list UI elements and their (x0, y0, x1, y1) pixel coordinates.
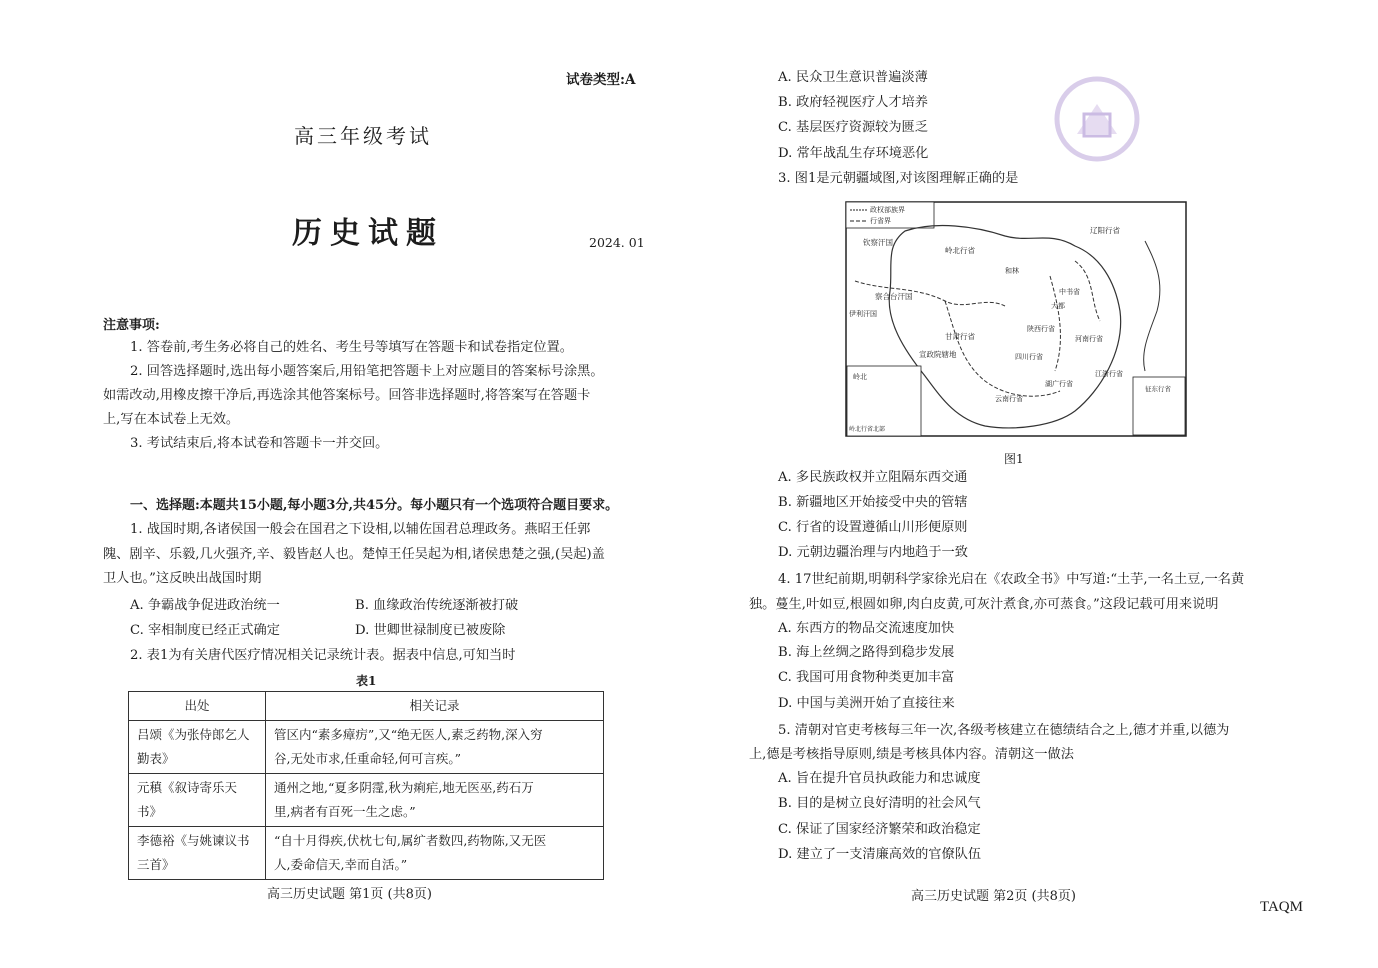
map-legend-border: 政权部族界 (870, 206, 905, 214)
notice-2-cont: 如需改动,用橡皮擦干净后,再选涂其他答案标号。回答非选择题时,将答案写在答题卡 (103, 388, 591, 403)
page-footer: 高三历史试题 第2页 (共8页) (911, 889, 1076, 904)
q1-line-1: 1. 战国时期,各诸侯国一般会在国君之下设相,以辅佐国君总理政务。燕昭王任郭 (130, 522, 591, 537)
exam-date: 2024. 01 (589, 235, 645, 250)
q1-line-3: 卫人也。”这反映出战国时期 (103, 571, 262, 586)
map-label: 征东行省 (1145, 385, 1171, 393)
notice-3: 3. 考试结束后,将本试卷和答题卡一并交回。 (130, 436, 389, 451)
page-footer: 高三历史试题 第1页 (共8页) (267, 887, 432, 902)
map-label: 钦察汗国 (863, 238, 893, 247)
map-label: 岭北行省 (945, 246, 975, 255)
q1-option-d[interactable]: D. 世卿世禄制度已被废除 (355, 623, 506, 638)
notice-1: 1. 答卷前,考生务必将自己的姓名、考生号等填写在答题卡和试卷指定位置。 (130, 340, 573, 355)
section-heading: 一、选择题:本题共15小题,每小题3分,共45分。每小题只有一个选项符合题目要求。 (130, 498, 619, 513)
q5-option-b[interactable]: B. 目的是树立良好清明的社会风气 (778, 796, 981, 811)
yuan-territory-map (845, 201, 1187, 437)
paper-type: 试卷类型:A (566, 72, 636, 88)
map-label: 陕西行省 (1027, 325, 1055, 333)
map-label: 岭北行省北部 (849, 426, 886, 433)
q4-option-b[interactable]: B. 海上丝绸之路得到稳步发展 (778, 645, 955, 660)
map-label: 湖广行省 (1045, 380, 1073, 388)
table-cell-record: 管区内“素多瘴疠”,又“绝无医人,素乏药物,深入穷 谷,无处市求,任重命轻,何可言疾。” (266, 721, 604, 774)
notice-2: 2. 回答选择题时,选出每小题答案后,用铅笔把答题卡上对应题目的答案标号涂黑。 (130, 364, 604, 379)
notice-2-end: 上,写在本试卷上无效。 (103, 412, 240, 427)
q1-option-b[interactable]: B. 血缘政治传统逐渐被打破 (355, 598, 519, 613)
table-row (129, 721, 604, 774)
table-header-record: 相关记录 (266, 692, 604, 721)
table-cell-source: 元稹《叙诗寄乐天 书》 (129, 774, 266, 827)
corner-code: TAQM (1260, 899, 1303, 915)
map-label: 江浙行省 (1095, 370, 1123, 378)
q1-line-2: 隗、剧辛、乐毅,几火强齐,辛、毅皆赵人也。楚悼王任吴起为相,诸侯患楚之强,(吴起)盖 (103, 547, 605, 562)
map-label: 河南行省 (1075, 335, 1103, 343)
table-cell-source: 吕颂《为张侍郎乞人 勤表》 (129, 721, 266, 774)
map-label: 宣政院辖地 (919, 350, 957, 359)
q4-line-1: 4. 17世纪前期,明朝科学家徐光启在《农政全书》中写道:“土芋,一名土豆,一名黄 (778, 572, 1245, 587)
q2-option-c[interactable]: C. 基层医疗资源较为匮乏 (778, 120, 928, 135)
figure-caption: 图1 (1004, 452, 1024, 466)
q4-option-c[interactable]: C. 我国可用食物种类更加丰富 (778, 670, 955, 685)
table-row (129, 774, 604, 827)
map-label: 伊利汗国 (849, 310, 877, 318)
q3-option-a[interactable]: A. 多民族政权并立阻隔东西交通 (778, 470, 968, 485)
map-legend-province: 行省界 (870, 217, 891, 225)
table-row (129, 827, 604, 880)
grade-title: 高三年级考试 (294, 124, 432, 148)
map-label: 和林 (1005, 267, 1019, 275)
q2-option-d[interactable]: D. 常年战乱生存环境恶化 (778, 146, 929, 161)
map-label: 察合台汗国 (875, 292, 913, 301)
map-label: 岭北 (853, 373, 867, 381)
table-header-source: 出处 (129, 692, 266, 721)
map-label: 中书省 (1059, 288, 1080, 296)
table-caption: 表1 (356, 674, 377, 688)
q2-option-a[interactable]: A. 民众卫生意识普遍淡薄 (778, 70, 928, 85)
table-header-row (129, 692, 604, 721)
q4-option-a[interactable]: A. 东西方的物品交流速度加快 (778, 621, 955, 636)
q5-option-d[interactable]: D. 建立了一支清廉高效的官僚队伍 (778, 847, 982, 862)
q3-option-c[interactable]: C. 行省的设置遵循山川形便原则 (778, 520, 968, 535)
subject-title: 历史试题 (292, 216, 444, 251)
map-label: 辽阳行省 (1090, 226, 1120, 235)
q2-option-b[interactable]: B. 政府轻视医疗人才培养 (778, 95, 928, 110)
q1-option-c[interactable]: C. 宰相制度已经正式确定 (130, 623, 280, 638)
q5-line-1: 5. 清朝对官吏考核每三年一次,各级考核建立在德绩结合之上,德才并重,以德为 (778, 723, 1230, 738)
q5-line-2: 上,德是考核指导原则,绩是考核具体内容。清朝这一做法 (749, 747, 1074, 762)
q3-option-d[interactable]: D. 元朝边疆治理与内地趋于一致 (778, 545, 968, 560)
map-label: 四川行省 (1015, 353, 1043, 361)
watermark-logo-icon (1052, 74, 1142, 164)
table-cell-source: 李德裕《与姚谏议书 三首》 (129, 827, 266, 880)
medical-record-table (128, 691, 604, 880)
table-cell-record: 通州之地,“夏多阴霪,秋为痢疟,地无医巫,药石万 里,病者有百死一生之虑。” (266, 774, 604, 827)
notice-heading: 注意事项: (103, 318, 160, 333)
q1-option-a[interactable]: A. 争霸战争促进政治统一 (130, 598, 280, 613)
q3-line: 3. 图1是元朝疆域图,对该图理解正确的是 (778, 171, 1019, 186)
map-label: 云南行省 (995, 395, 1023, 403)
table-cell-record: “自十月得疾,伏枕七旬,属纩者数四,药物陈,又无医 人,委命信天,幸而自活。” (266, 827, 604, 880)
q5-option-c[interactable]: C. 保证了国家经济繁荣和政治稳定 (778, 822, 981, 837)
q4-option-d[interactable]: D. 中国与美洲开始了直接往来 (778, 696, 955, 711)
right-page (689, 0, 1378, 968)
map-label: 甘肃行省 (945, 332, 975, 341)
map-label: 大都 (1051, 302, 1065, 310)
q3-option-b[interactable]: B. 新疆地区开始接受中央的管辖 (778, 495, 968, 510)
q4-line-2: 独。蔓生,叶如豆,根圆如卵,肉白皮黄,可灰汁煮食,亦可蒸食。”这段记载可用来说明 (749, 597, 1219, 612)
q2-line-1: 2. 表1为有关唐代医疗情况相关记录统计表。据表中信息,可知当时 (130, 648, 516, 663)
q5-option-a[interactable]: A. 旨在提升官员执政能力和忠诚度 (778, 771, 981, 786)
